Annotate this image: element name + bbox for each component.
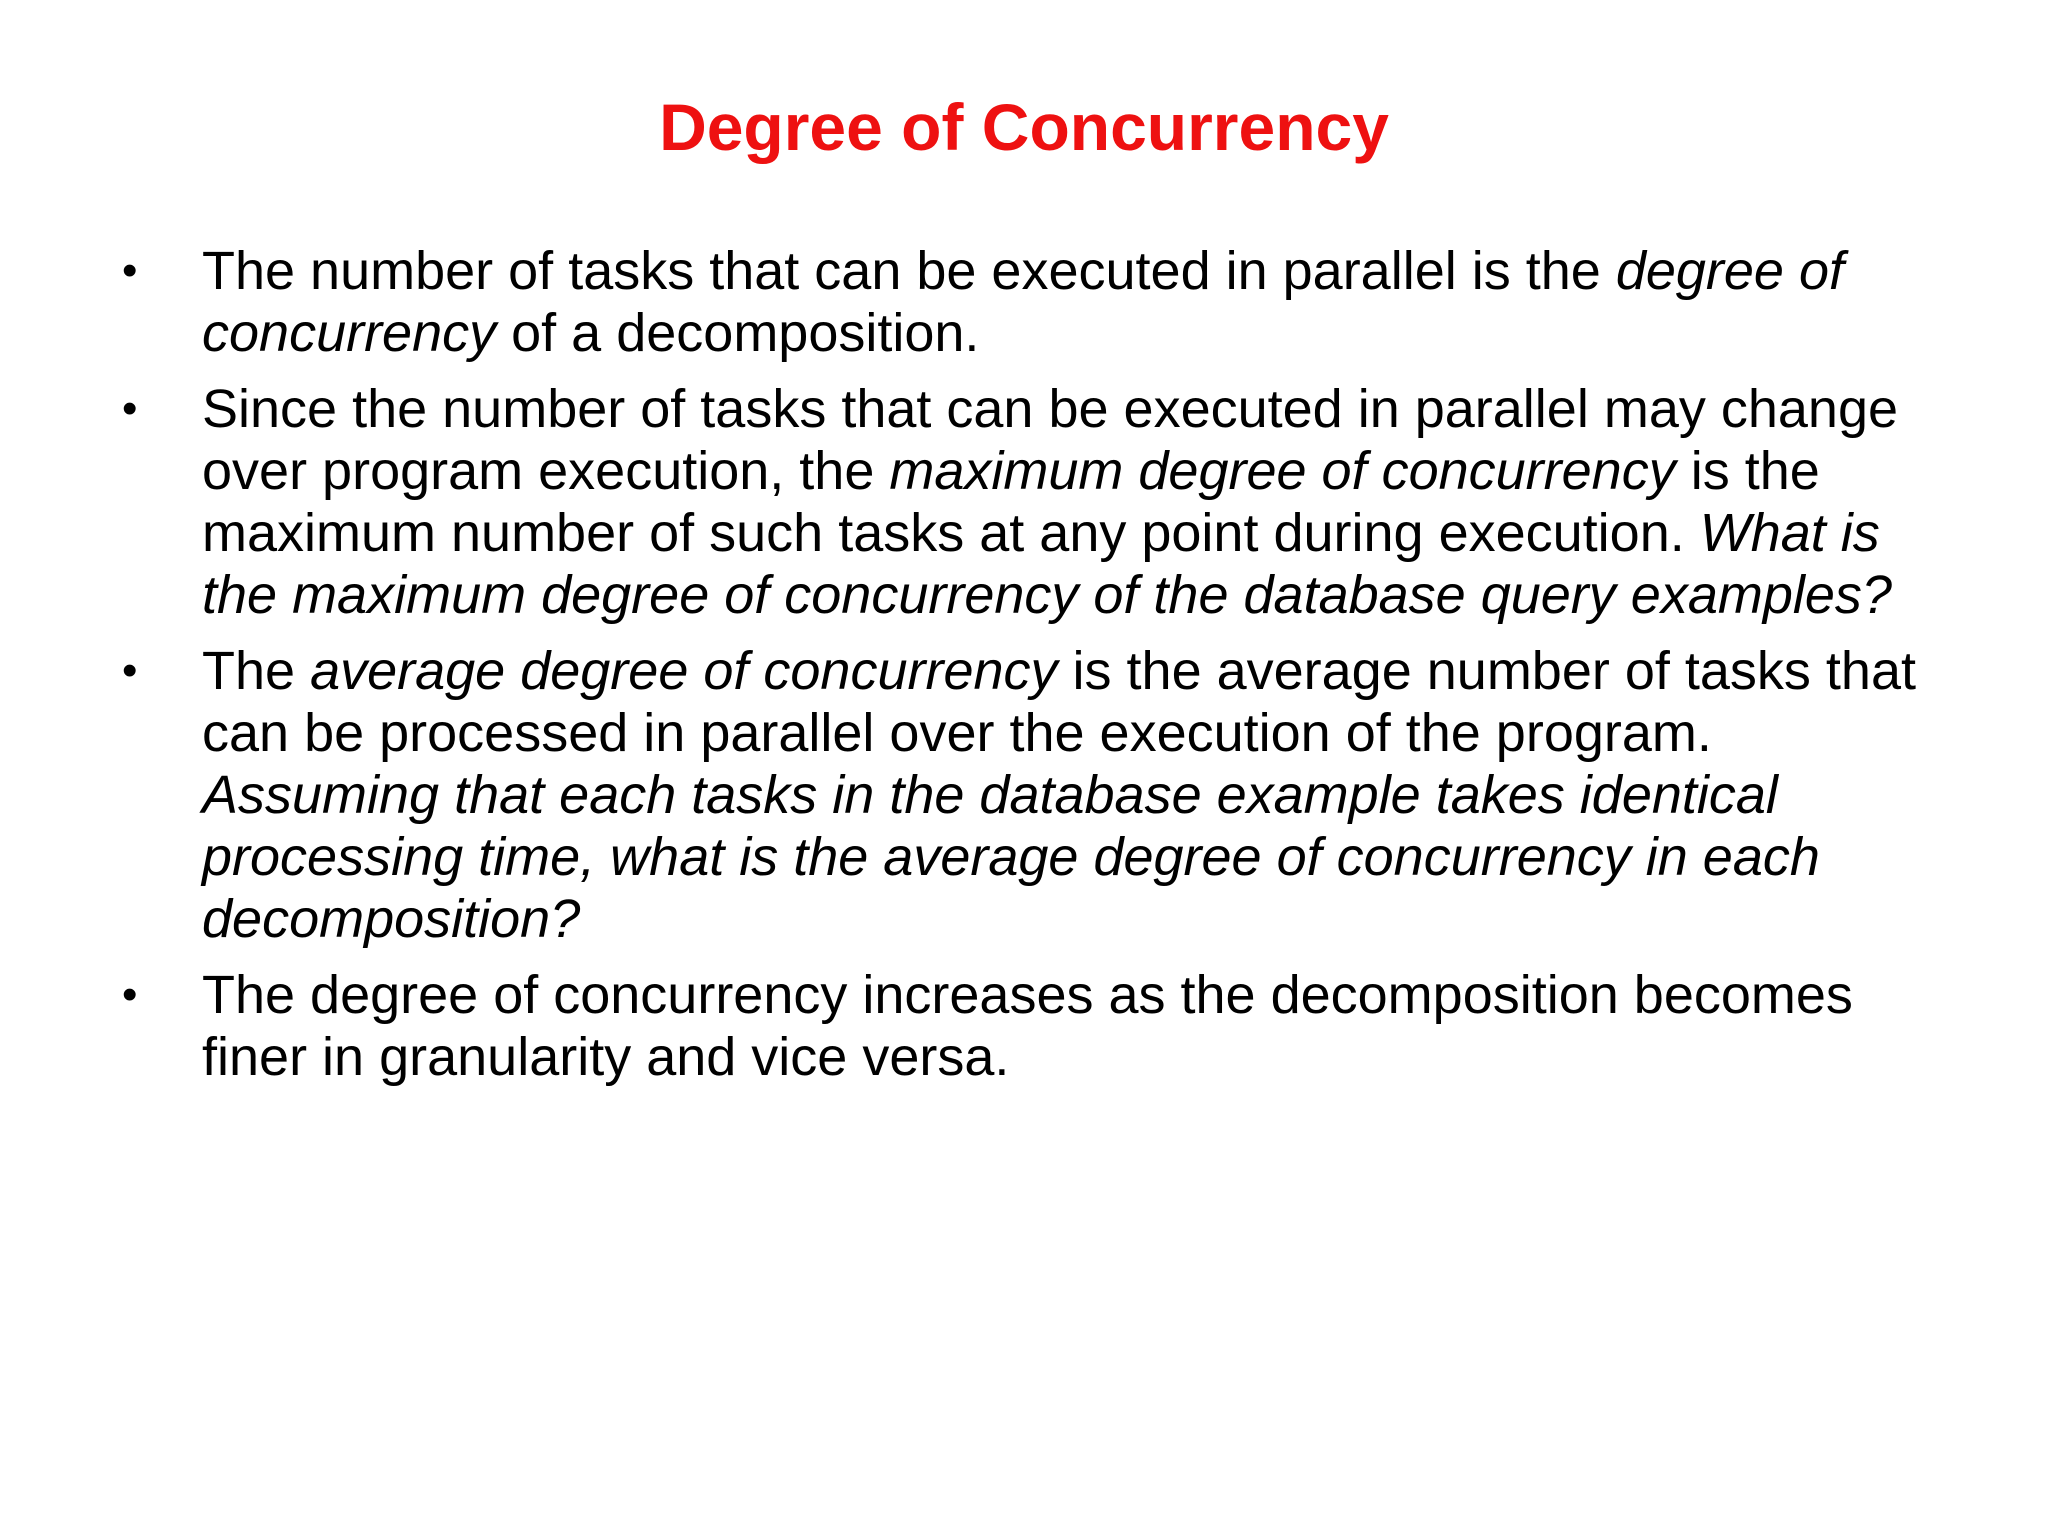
bullet-marker: • [122,246,138,295]
text-segment: The [202,641,311,701]
bullet-marker: • [122,384,138,433]
emphasis-segment: average degree of concurrency [310,641,1058,701]
bullet-text [202,640,1952,950]
bullet-list [0,240,2048,1102]
question-segment: What is the maximum degree of concurrency of the database query examples? [202,503,1892,625]
question-segment: Assuming that each tasks in the database example takes identical processing time, what is the average degree of concurrency in each decomposition? [202,765,1820,949]
bullet-marker: • [122,646,138,695]
bullet-item [0,640,1952,950]
text-segment: is the maximum number of such tasks at any point during execution. [202,441,1820,563]
bullet-marker: • [122,970,138,1019]
emphasis-segment: maximum degree of concurrency [889,441,1676,501]
bullet-text [202,240,1952,364]
text-segment: The degree of concurrency increases as the decomposition becomes finer in granularity and vice versa. [202,965,1853,1087]
text-segment: of a decomposition. [496,303,980,363]
bullet-text [202,378,1952,626]
text-segment: Since the number of tasks that can be executed in parallel may change over program execution, the [202,379,1899,501]
text-segment: is the average number of tasks that can be processed in parallel over the execution of the program. [202,641,1916,763]
bullet-item [0,240,1952,364]
slide-title: Degree of Concurrency [659,90,1389,164]
text-segment: The number of tasks that can be executed in parallel is the [202,241,1616,301]
bullet-text [202,964,1952,1088]
bullet-item [0,964,1952,1088]
emphasis-segment: degree of concurrency [202,241,1844,363]
bullet-item [0,378,1952,626]
